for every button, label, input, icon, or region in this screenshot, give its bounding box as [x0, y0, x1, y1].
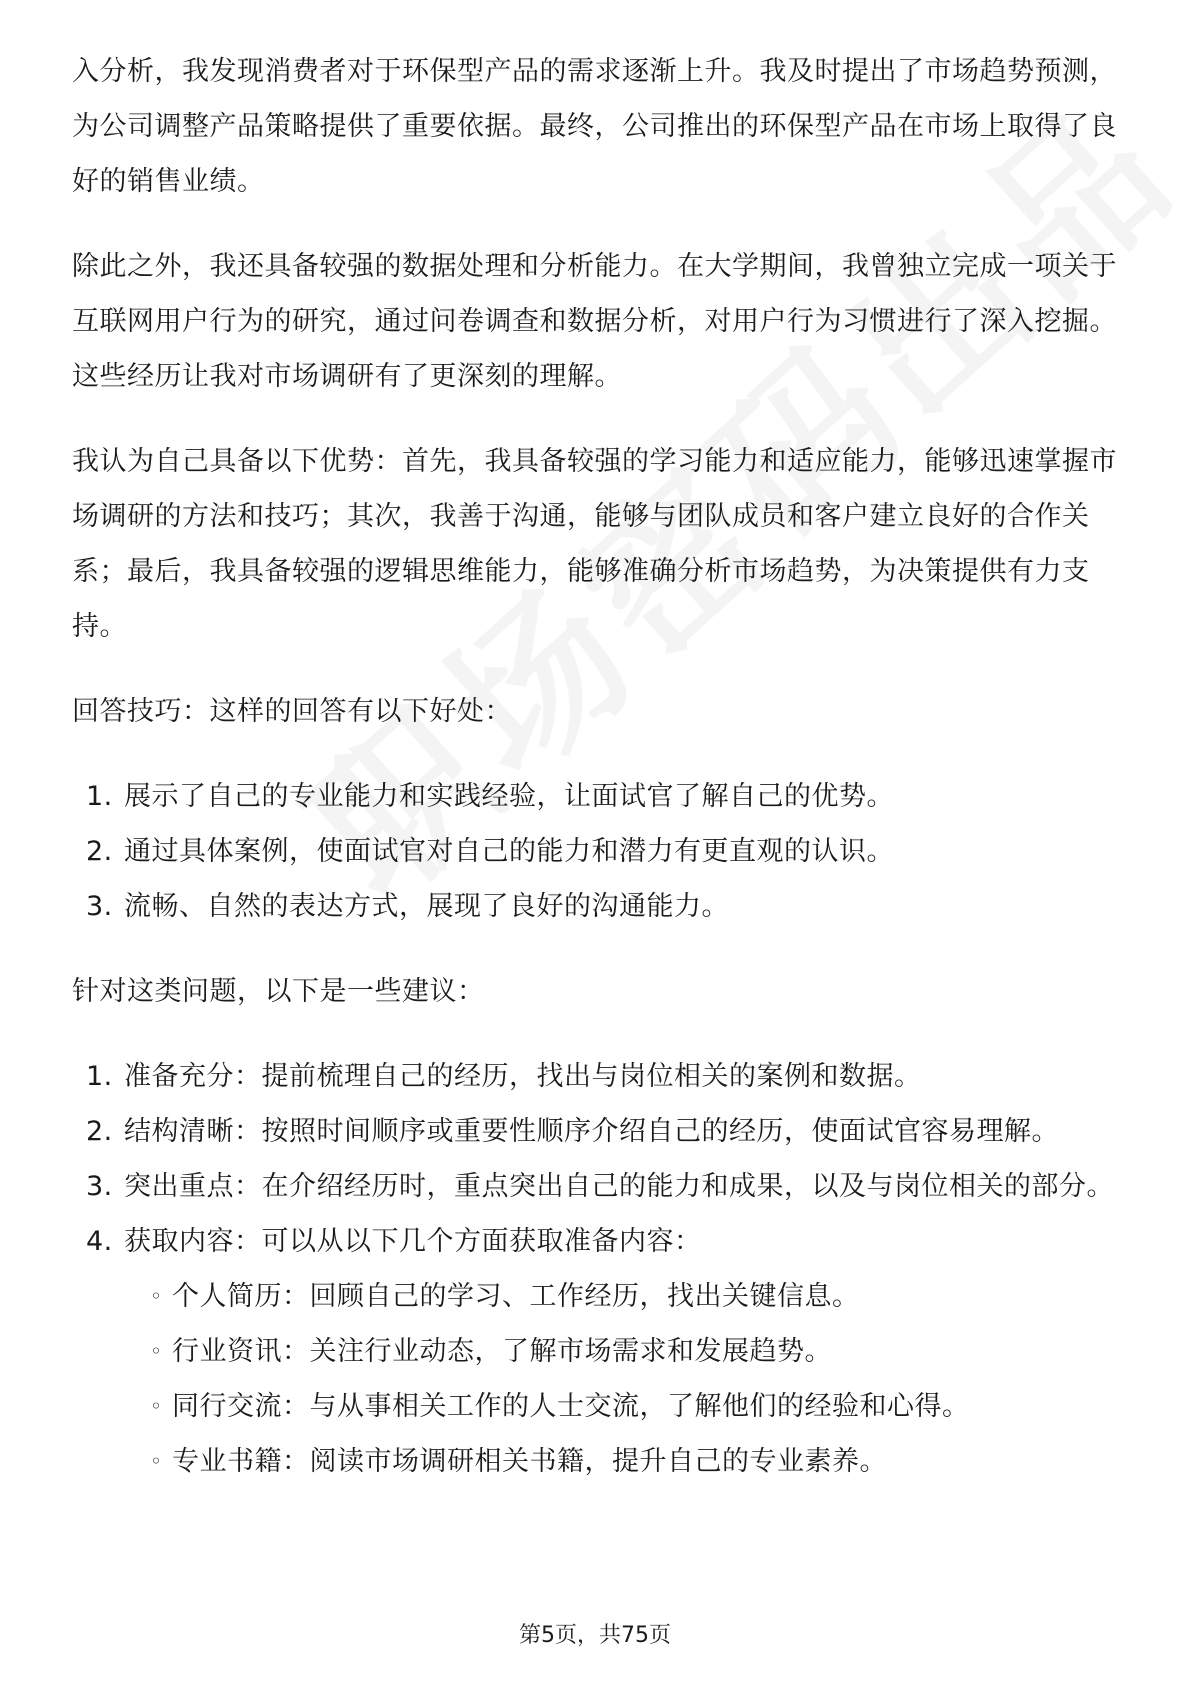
sublist-item	[124, 1324, 1122, 1379]
sublist-item	[124, 1269, 1122, 1324]
sublist-item-text: 行业资讯：关注行业动态，了解市场需求和发展趋势。	[172, 1336, 832, 1367]
list-item-text: 通过具体案例，使面试官对自己的能力和潜力有更直观的认识。	[124, 836, 894, 867]
hollow-bullet-icon: ◦	[150, 1394, 163, 1418]
list-item-text: 准备充分：提前梳理自己的经历，找出与岗位相关的案例和数据。	[124, 1061, 922, 1092]
list-item	[72, 1049, 1122, 1104]
list-number: 1.	[86, 1061, 113, 1092]
sublist-item-text: 专业书籍：阅读市场调研相关书籍，提升自己的专业素养。	[172, 1446, 887, 1477]
sublist-item	[124, 1379, 1122, 1434]
list-item-text: 突出重点：在介绍经历时，重点突出自己的能力和成果，以及与岗位相关的部分。	[124, 1171, 1114, 1202]
list-item-text: 结构清晰：按照时间顺序或重要性顺序介绍自己的经历，使面试官容易理解。	[124, 1116, 1059, 1147]
sublist-item	[124, 1434, 1122, 1489]
paragraph-strengths: 我认为自己具备以下优势：首先，我具备较强的学习能力和适应能力，能够迅速掌握市场调研的方法和技巧；其次，我善于沟通，能够与团队成员和客户建立良好的合作关系；最后，我具备较强的逻辑思维能力，能够准确分析市场趋势，为决策提供有力支持。	[72, 446, 1117, 642]
list-item	[72, 824, 1122, 879]
list-item	[72, 879, 1122, 934]
list-item	[72, 1159, 1122, 1214]
paragraph-answer-tips: 回答技巧：这样的回答有以下好处：	[72, 696, 512, 727]
paragraph-analysis: 入分析，我发现消费者对于环保型产品的需求逐渐上升。我及时提出了市场趋势预测，为公司调整产品策略提供了重要依据。最终，公司推出的环保型产品在市场上取得了良好的销售业绩。	[72, 56, 1117, 197]
hollow-bullet-icon: ◦	[150, 1339, 163, 1363]
page-footer: 第5页，共75页	[519, 1623, 671, 1648]
list-number: 3.	[86, 891, 113, 922]
list-item	[72, 1214, 1122, 1489]
list-number: 3.	[86, 1171, 113, 1202]
benefits-list	[72, 769, 1122, 934]
sublist-item-text: 个人简历：回顾自己的学习、工作经历，找出关键信息。	[172, 1281, 860, 1312]
list-item	[72, 1104, 1122, 1159]
list-item-text: 流畅、自然的表达方式，展现了良好的沟通能力。	[124, 891, 729, 922]
hollow-bullet-icon: ◦	[150, 1449, 163, 1473]
page-content	[72, 44, 1122, 1519]
list-item	[72, 769, 1122, 824]
hollow-bullet-icon: ◦	[150, 1284, 163, 1308]
sublist-item-text: 同行交流：与从事相关工作的人士交流，了解他们的经验和心得。	[172, 1391, 970, 1422]
list-number: 1.	[86, 781, 113, 812]
list-number: 2.	[86, 1116, 113, 1147]
list-number: 2.	[86, 836, 113, 867]
list-number: 4.	[86, 1226, 113, 1257]
paragraph-suggestions-intro: 针对这类问题，以下是一些建议：	[72, 976, 485, 1007]
list-item-text: 获取内容：可以从以下几个方面获取准备内容：	[124, 1226, 702, 1257]
list-item-text: 展示了自己的专业能力和实践经验，让面试官了解自己的优势。	[124, 781, 894, 812]
sources-sublist	[124, 1269, 1122, 1489]
paragraph-data-skills: 除此之外，我还具备较强的数据处理和分析能力。在大学期间，我曾独立完成一项关于互联网用户行为的研究，通过问卷调查和数据分析，对用户行为习惯进行了深入挖掘。这些经历让我对市场调研有了更深刻的理解。	[72, 251, 1117, 392]
suggestions-list	[72, 1049, 1122, 1489]
